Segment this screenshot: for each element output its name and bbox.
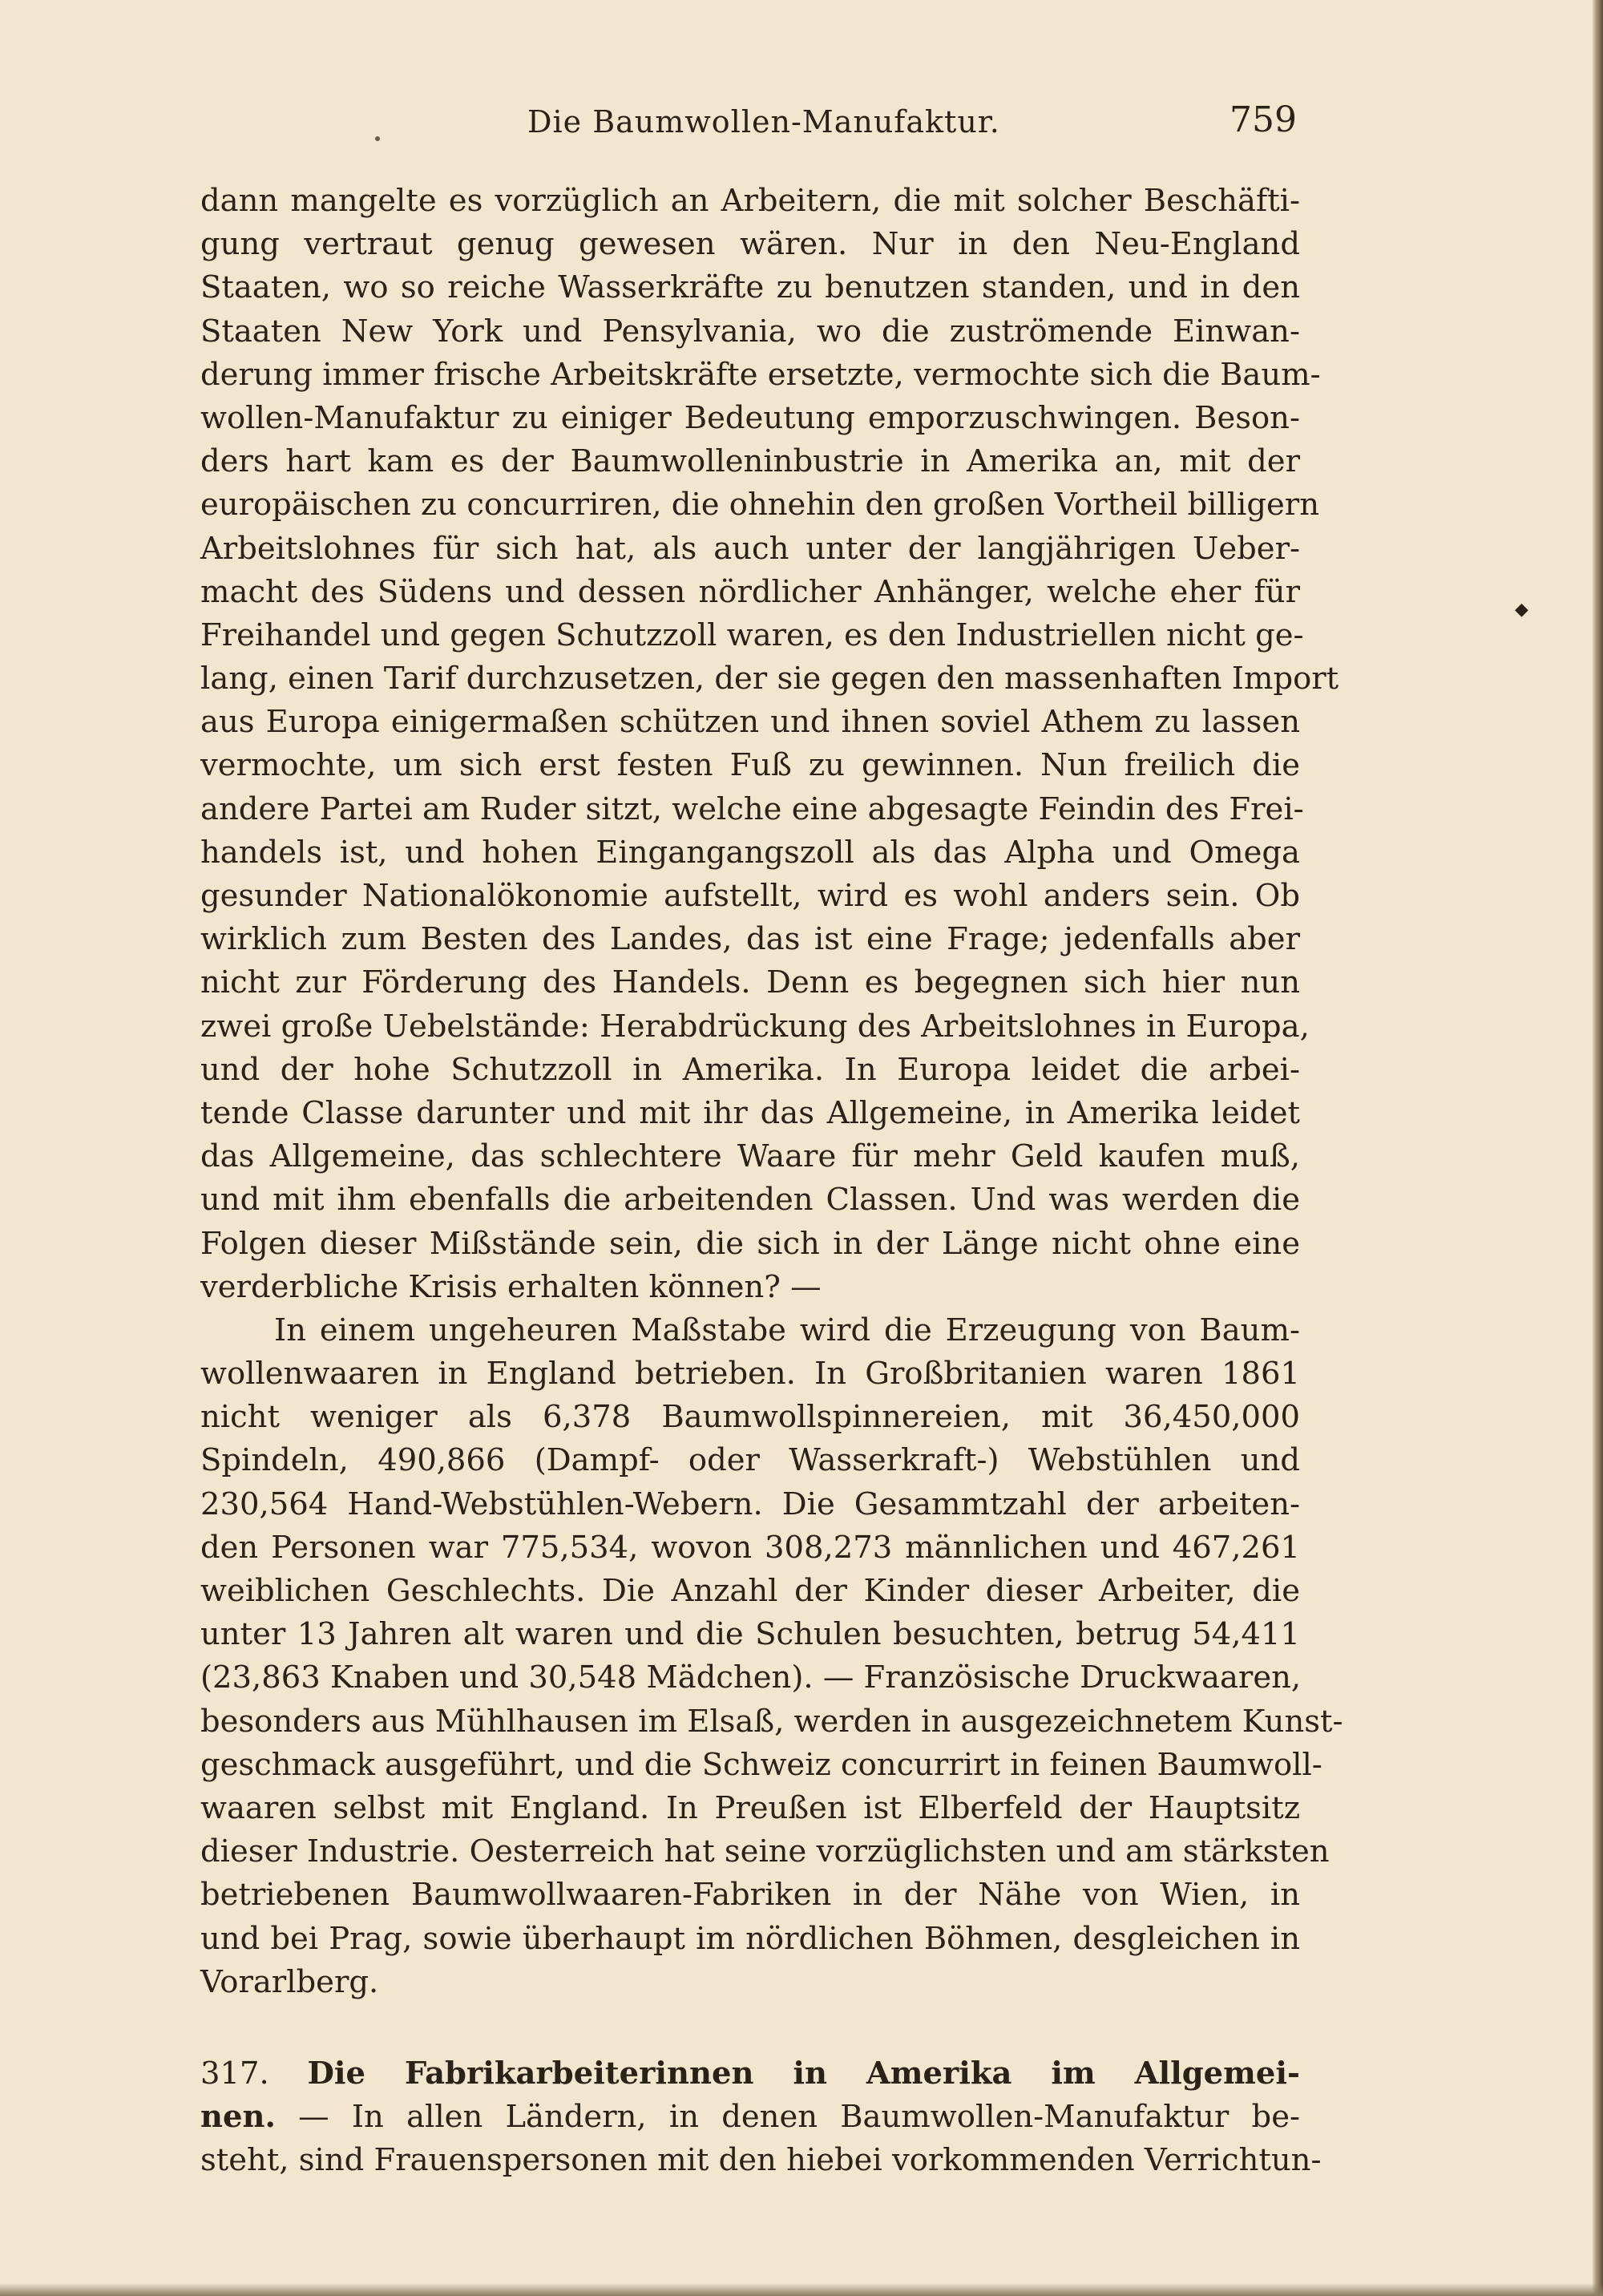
- text-line: Vorarlberg.: [200, 1963, 379, 2000]
- page-number: 759: [1230, 99, 1297, 140]
- section-heading-line: [200, 2052, 1300, 2096]
- text-line: Staaten New York und Pensylvania, wo die zuströmende Einwan-: [200, 313, 1300, 350]
- section-number: 317.: [200, 2055, 269, 2092]
- text-line: waaren selbst mit England. In Preußen ist Elberfeld der Hauptsitz: [200, 1789, 1300, 1826]
- section-heading-end: nen.: [200, 2099, 276, 2136]
- text-line: Spindeln, 490,866 (Dampf- oder Wasserkraft-) Webstühlen und: [200, 1442, 1300, 1479]
- text-line: lang, einen Tarif durchzusetzen, der sie gegen den massenhaften Import: [200, 661, 1339, 697]
- text-line: vermochte, um sich erst festen Fuß zu gewinnen. Nun freilich die: [200, 747, 1300, 784]
- text-line: dann mangelte es vorzüglich an Arbeitern, die mit solcher Beschäfti-: [200, 183, 1300, 219]
- section-317: [200, 2052, 1322, 2183]
- text-line: Staaten, wo so reiche Wasserkräfte zu benutzen standen, und in den: [200, 269, 1300, 306]
- page-edge-shadow: [1592, 0, 1603, 2296]
- text-line: tende Classe darunter und mit ihr das Allgemeine, in Amerika leidet: [200, 1094, 1300, 1131]
- text-line: derung immer frische Arbeitskräfte ersetzte, vermochte sich die Baum-: [200, 356, 1321, 393]
- text-line: gung vertraut genug gewesen wären. Nur in den Neu-England: [200, 226, 1300, 263]
- section-text-start: — In allen Ländern, in denen Baumwollen-Manufaktur be-: [275, 2099, 1300, 2136]
- text-line: und mit ihm ebenfalls die arbeitenden Classen. Und was werden die: [200, 1182, 1300, 1219]
- text-line: handels ist, und hohen Eingangangszoll als das Alpha und Omega: [200, 834, 1300, 871]
- margin-mark: ◆: [1515, 600, 1528, 620]
- paragraph-1: [200, 180, 1339, 1309]
- text-line: In einem ungeheuren Maßstabe wird die Erzeugung von Baum-: [274, 1312, 1300, 1348]
- text-line: wollen-Manufaktur zu einiger Bedeutung emporzuschwingen. Beson-: [200, 399, 1300, 436]
- text-line: das Allgemeine, das schlechtere Waare für mehr Geld kaufen muß,: [200, 1138, 1300, 1175]
- text-line: macht des Südens und dessen nördlicher Anhänger, welche eher für: [200, 573, 1300, 610]
- section-line-2: [200, 2096, 1300, 2139]
- text-line: (23,863 Knaben und 30,548 Mädchen). — Französische Druckwaaren,: [200, 1659, 1302, 1696]
- text-line: ders hart kam es der Baumwolleninbustrie in Amerika an, mit der: [200, 443, 1300, 480]
- text-line: nicht zur Förderung des Handels. Denn es begegnen sich hier nun: [200, 964, 1300, 1001]
- text-line: 230,564 Hand-Webstühlen-Webern. Die Gesammtzahl der arbeiten-: [200, 1486, 1300, 1522]
- text-line: aus Europa einigermaßen schützen und ihnen soviel Athem zu lassen: [200, 704, 1300, 741]
- page-bottom-shadow: [0, 2283, 1603, 2296]
- text-line: unter 13 Jahren alt waren und die Schulen besuchten, betrug 54,411: [200, 1616, 1300, 1653]
- text-line: andere Partei am Ruder sitzt, welche eine abgesagte Feindin des Frei-: [200, 790, 1304, 827]
- text-line: besonders aus Mühlhausen im Elsaß, werden in ausgezeichnetem Kunst-: [200, 1703, 1343, 1740]
- section-gap: [200, 2004, 1300, 2052]
- text-line: zwei große Uebelstände: Herabdrückung des Arbeitslohnes in Europa,: [200, 1008, 1310, 1045]
- text-line: Arbeitslohnes für sich hat, als auch unter der langjährigen Ueber-: [200, 530, 1300, 567]
- text-line: verderbliche Krisis erhalten können? —: [200, 1268, 822, 1305]
- text-line: dieser Industrie. Oesterreich hat seine vorzüglichsten und am stärksten: [200, 1833, 1330, 1870]
- text-line: nicht weniger als 6,378 Baumwollspinnereien, mit 36,450,000: [200, 1399, 1300, 1436]
- text-line: gesunder Nationalökonomie aufstellt, wird es wohl anders sein. Ob: [200, 878, 1300, 914]
- page-header: [207, 99, 1297, 152]
- running-title: Die Baumwollen-Manufaktur.: [527, 104, 1000, 139]
- text-line: weiblichen Geschlechts. Die Anzahl der Kinder dieser Arbeiter, die: [200, 1573, 1300, 1609]
- text-line: Freihandel und gegen Schutzzoll waren, es den Industriellen nicht ge-: [200, 616, 1304, 653]
- text-line: wollenwaaren in England betrieben. In Großbritanien waren 1861: [200, 1356, 1300, 1393]
- text-line: geschmack ausgeführt, und die Schweiz concurrirt in feinen Baumwoll-: [200, 1746, 1322, 1783]
- section-heading: Die Fabrikarbeiterinnen in Amerika im Allgemei-: [307, 2055, 1300, 2092]
- text-line: Folgen dieser Mißstände sein, die sich in der Länge nicht ohne eine: [200, 1225, 1300, 1262]
- header-dot: [375, 136, 380, 141]
- text-line: und bei Prag, sowie überhaupt im nördlichen Böhmen, desgleichen in: [200, 1920, 1300, 1957]
- section-line-3: steht, sind Frauenspersonen mit den hiebei vorkommenden Verrichtun-: [200, 2142, 1322, 2179]
- text-line: den Personen war 775,534, wovon 308,273 männlichen und 467,261: [200, 1529, 1300, 1566]
- text-line: wirklich zum Besten des Landes, das ist eine Frage; jedenfalls aber: [200, 921, 1300, 958]
- paragraph-2: [200, 1309, 1343, 2004]
- body-text: [200, 180, 1343, 2182]
- text-line: und der hohe Schutzzoll in Amerika. In Europa leidet die arbei-: [200, 1051, 1300, 1088]
- text-line: betriebenen Baumwollwaaren-Fabriken in der Nähe von Wien, in: [200, 1877, 1300, 1914]
- text-line: europäischen zu concurriren, die ohnehin den großen Vortheil billigern: [200, 487, 1320, 523]
